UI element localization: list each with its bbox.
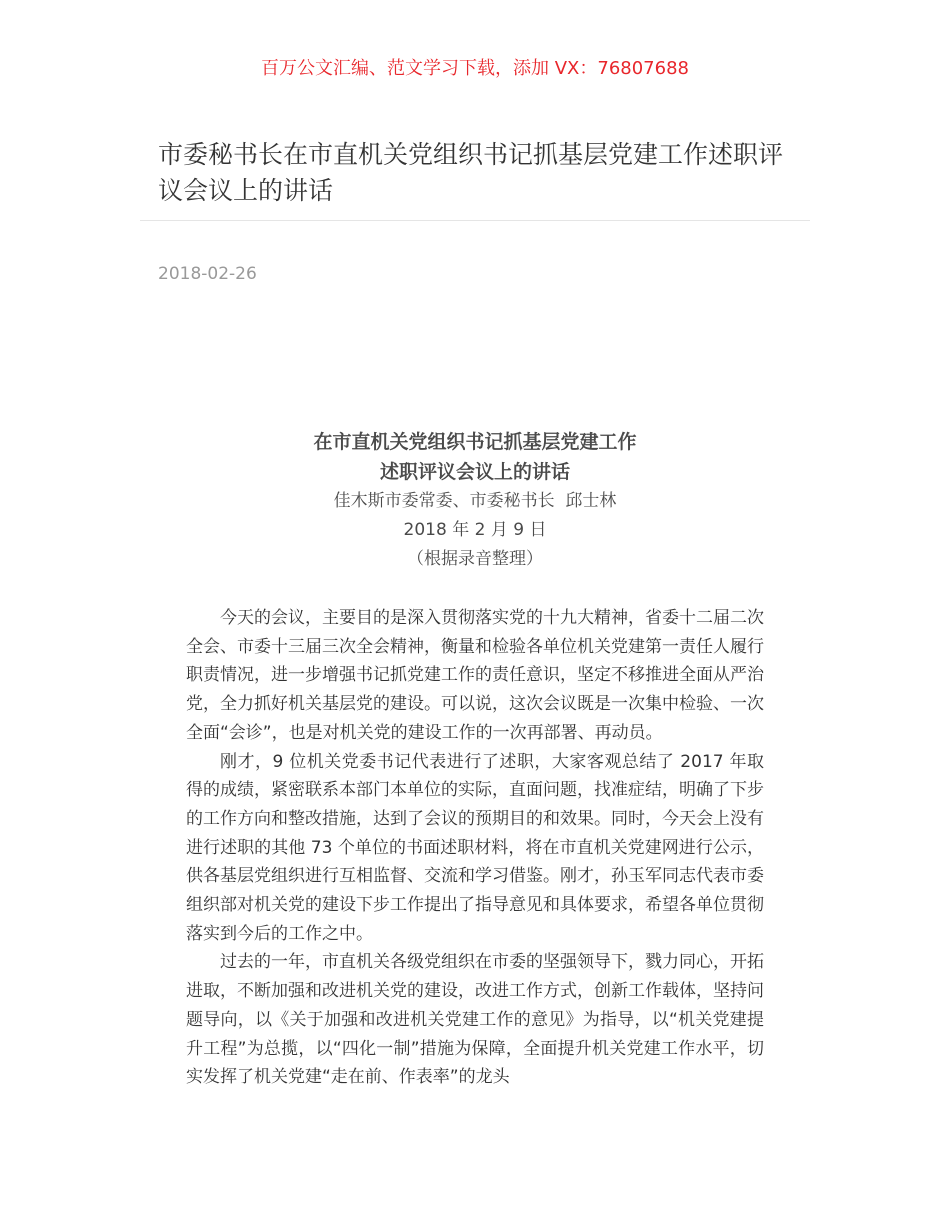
document-header [0, 427, 950, 574]
document-note: （根据录音整理） [407, 549, 543, 569]
document-body [186, 604, 764, 1092]
publish-date: 2018-02-26 [158, 264, 257, 284]
body-paragraph-1: 今天的会议，主要目的是深入贯彻落实党的十九大精神，省委十二届二次全会、市委十三届三次全会精神，衡量和检验各单位机关党建第一责任人履行职责情况，进一步增强书记抓党建工作的责任意识，坚定不移推进全面从严治党，全力抓好机关基层党的建设。可以说，这次会议既是一次集中检验、一次全面“会诊”，也是对机关党的建设工作的一次再部署、再动员。 [186, 608, 764, 743]
document-title-line-1: 在市直机关党组织书记抓基层党建工作 [313, 431, 637, 453]
document-date: 2018 年 2 月 9 日 [403, 520, 547, 540]
title-divider [140, 220, 810, 221]
body-paragraph-3: 过去的一年，市直机关各级党组织在市委的坚强领导下，戮力同心，开拓进取，不断加强和改进机关党的建设，改进工作方式，创新工作载体，坚持问题导向，以《关于加强和改进机关党建工作的意见》为指导，以“机关党建提升工程”为总揽，以“四化一制”措施为保障，全面提升机关党建工作水平，切实发挥了机关党建“走在前、作表率”的龙头 [186, 952, 764, 1088]
body-paragraph-2: 刚才，9 位机关党委书记代表进行了述职，大家客观总结了 2017 年取得的成绩，紧密联系本部门本单位的实际，直面问题，找准症结，明确了下步的工作方向和整改措施，达到了会议的预期目的和效果。同时，今天会上没有进行述职的其他 73 个单位的书面述职材料，将在市直机关党建网进行公示，供各基层党组织进行互相监督、交流和学习借鉴。刚才，孙玉军同志代表市委组织部对机关党的建设下步工作提出了指导意见和具体要求，希望各单位贯彻落实到今后的工作之中。 [186, 751, 764, 944]
article-title: 市委秘书长在市直机关党组织书记抓基层党建工作述职评议会议上的讲话 [158, 140, 784, 205]
document-title-line-2: 述职评议会议上的讲话 [379, 461, 570, 483]
download-banner: 百万公文汇编、范文学习下载，添加 VX：76807688 [261, 58, 689, 79]
document-speaker: 佳木斯市委常委、市委秘书长 邱士林 [333, 491, 617, 511]
